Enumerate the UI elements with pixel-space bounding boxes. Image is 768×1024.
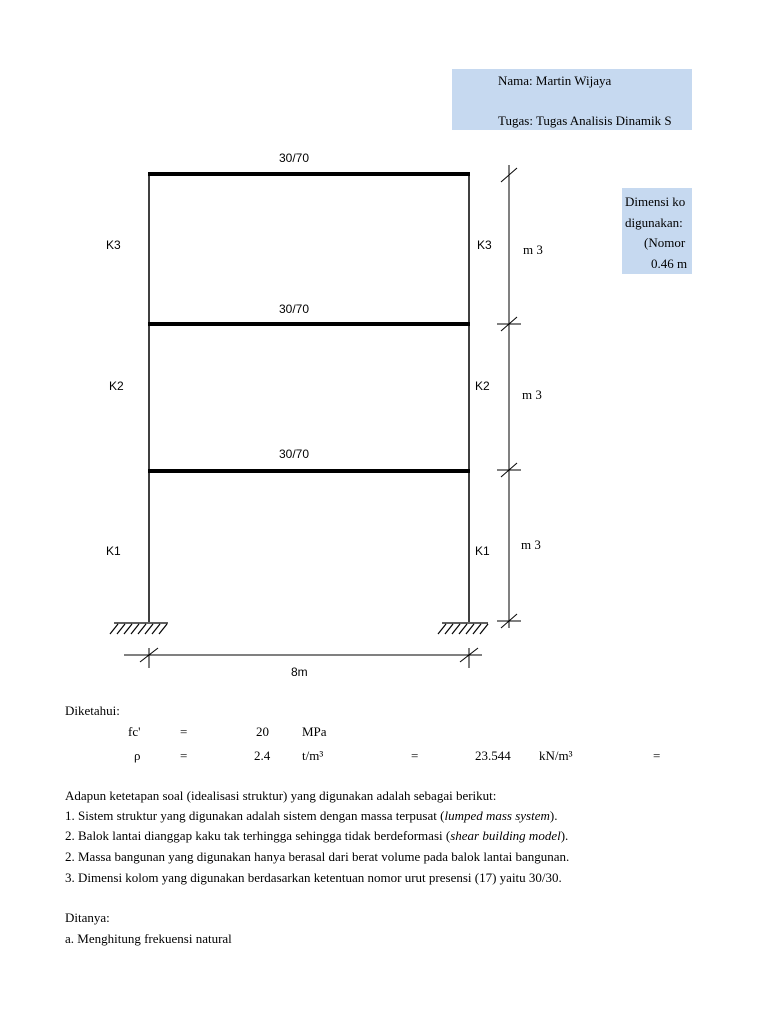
column-label-right-k2: K2 xyxy=(475,379,490,393)
asked-item-a: a. Menghitung frekuensi natural xyxy=(65,931,232,946)
beam-label-floor-1: 30/70 xyxy=(279,447,310,461)
assumption-1-text: 1. Sistem struktur yang digunakan adalah sistem dengan massa terpusat ( xyxy=(65,808,445,823)
rho-equals-3: = xyxy=(653,748,661,763)
beam-label-roof: 30/70 xyxy=(279,151,310,165)
assumptions-intro: Adapun ketetapan soal (idealisasi struktur) yang digunakan adalah sebagai berikut: xyxy=(65,788,497,803)
side-note-line1: Dimensi ko xyxy=(625,194,686,209)
column-label-right-k1: K1 xyxy=(475,544,490,558)
column-label-right-k3: K3 xyxy=(477,238,492,252)
fc-equals: = xyxy=(180,724,188,739)
assumption-4: 3. Dimensi kolom yang digunakan berdasarkan ketentuan nomor urut presensi (17) yaitu 30/30. xyxy=(65,870,562,885)
assumption-1-emphasis: lumped mass system xyxy=(444,808,550,823)
rho-symbol: ρ xyxy=(134,748,141,763)
column-label-left-k2: K2 xyxy=(109,379,124,393)
assumption-2-text: 2. Balok lantai dianggap kaku tak terhingga sehingga tidak berdeformasi ( xyxy=(65,828,451,843)
column-label-left-k3: K3 xyxy=(106,238,121,252)
height-dimension-line xyxy=(497,165,521,628)
rho-unit: t/m³ xyxy=(302,748,324,763)
assumption-2-emphasis: shear building model xyxy=(450,828,561,843)
side-note-line3: (Nomor xyxy=(644,235,686,250)
assumption-2 xyxy=(65,828,568,844)
asked-heading: Ditanya: xyxy=(65,910,110,925)
story-height-1: m 3 xyxy=(521,537,541,552)
side-note-line2: digunakan: xyxy=(625,215,683,230)
story-height-2: m 3 xyxy=(522,387,542,402)
student-name: Nama: Martin Wijaya xyxy=(498,73,612,88)
column-label-left-k1: K1 xyxy=(106,544,121,558)
assumption-1-end: ). xyxy=(549,808,558,823)
story-height-3: m 3 xyxy=(523,242,543,257)
assumption-1 xyxy=(65,808,557,824)
rho-equals-2: = xyxy=(411,748,419,763)
fc-value: 20 xyxy=(256,724,269,739)
rho-value: 2.4 xyxy=(254,748,271,763)
rho-value-2: 23.544 xyxy=(475,748,511,763)
assumption-2-end: ). xyxy=(560,828,569,843)
fc-symbol: fc' xyxy=(128,724,141,739)
assumption-3: 2. Massa bangunan yang digunakan hanya berasal dari berat volume pada balok lantai bangunan. xyxy=(65,849,570,864)
right-fixed-support xyxy=(438,623,488,634)
rho-unit-2: kN/m³ xyxy=(539,748,573,763)
left-fixed-support xyxy=(110,623,168,634)
rho-equals: = xyxy=(180,748,188,763)
known-heading: Diketahui: xyxy=(65,703,120,718)
fc-unit: MPa xyxy=(302,724,327,739)
side-note-line4: 0.46 m xyxy=(651,256,688,271)
span-label: 8m xyxy=(291,665,308,679)
task-title: Tugas: Tugas Analisis Dinamik S xyxy=(498,113,672,128)
beam-label-floor-2: 30/70 xyxy=(279,302,310,316)
